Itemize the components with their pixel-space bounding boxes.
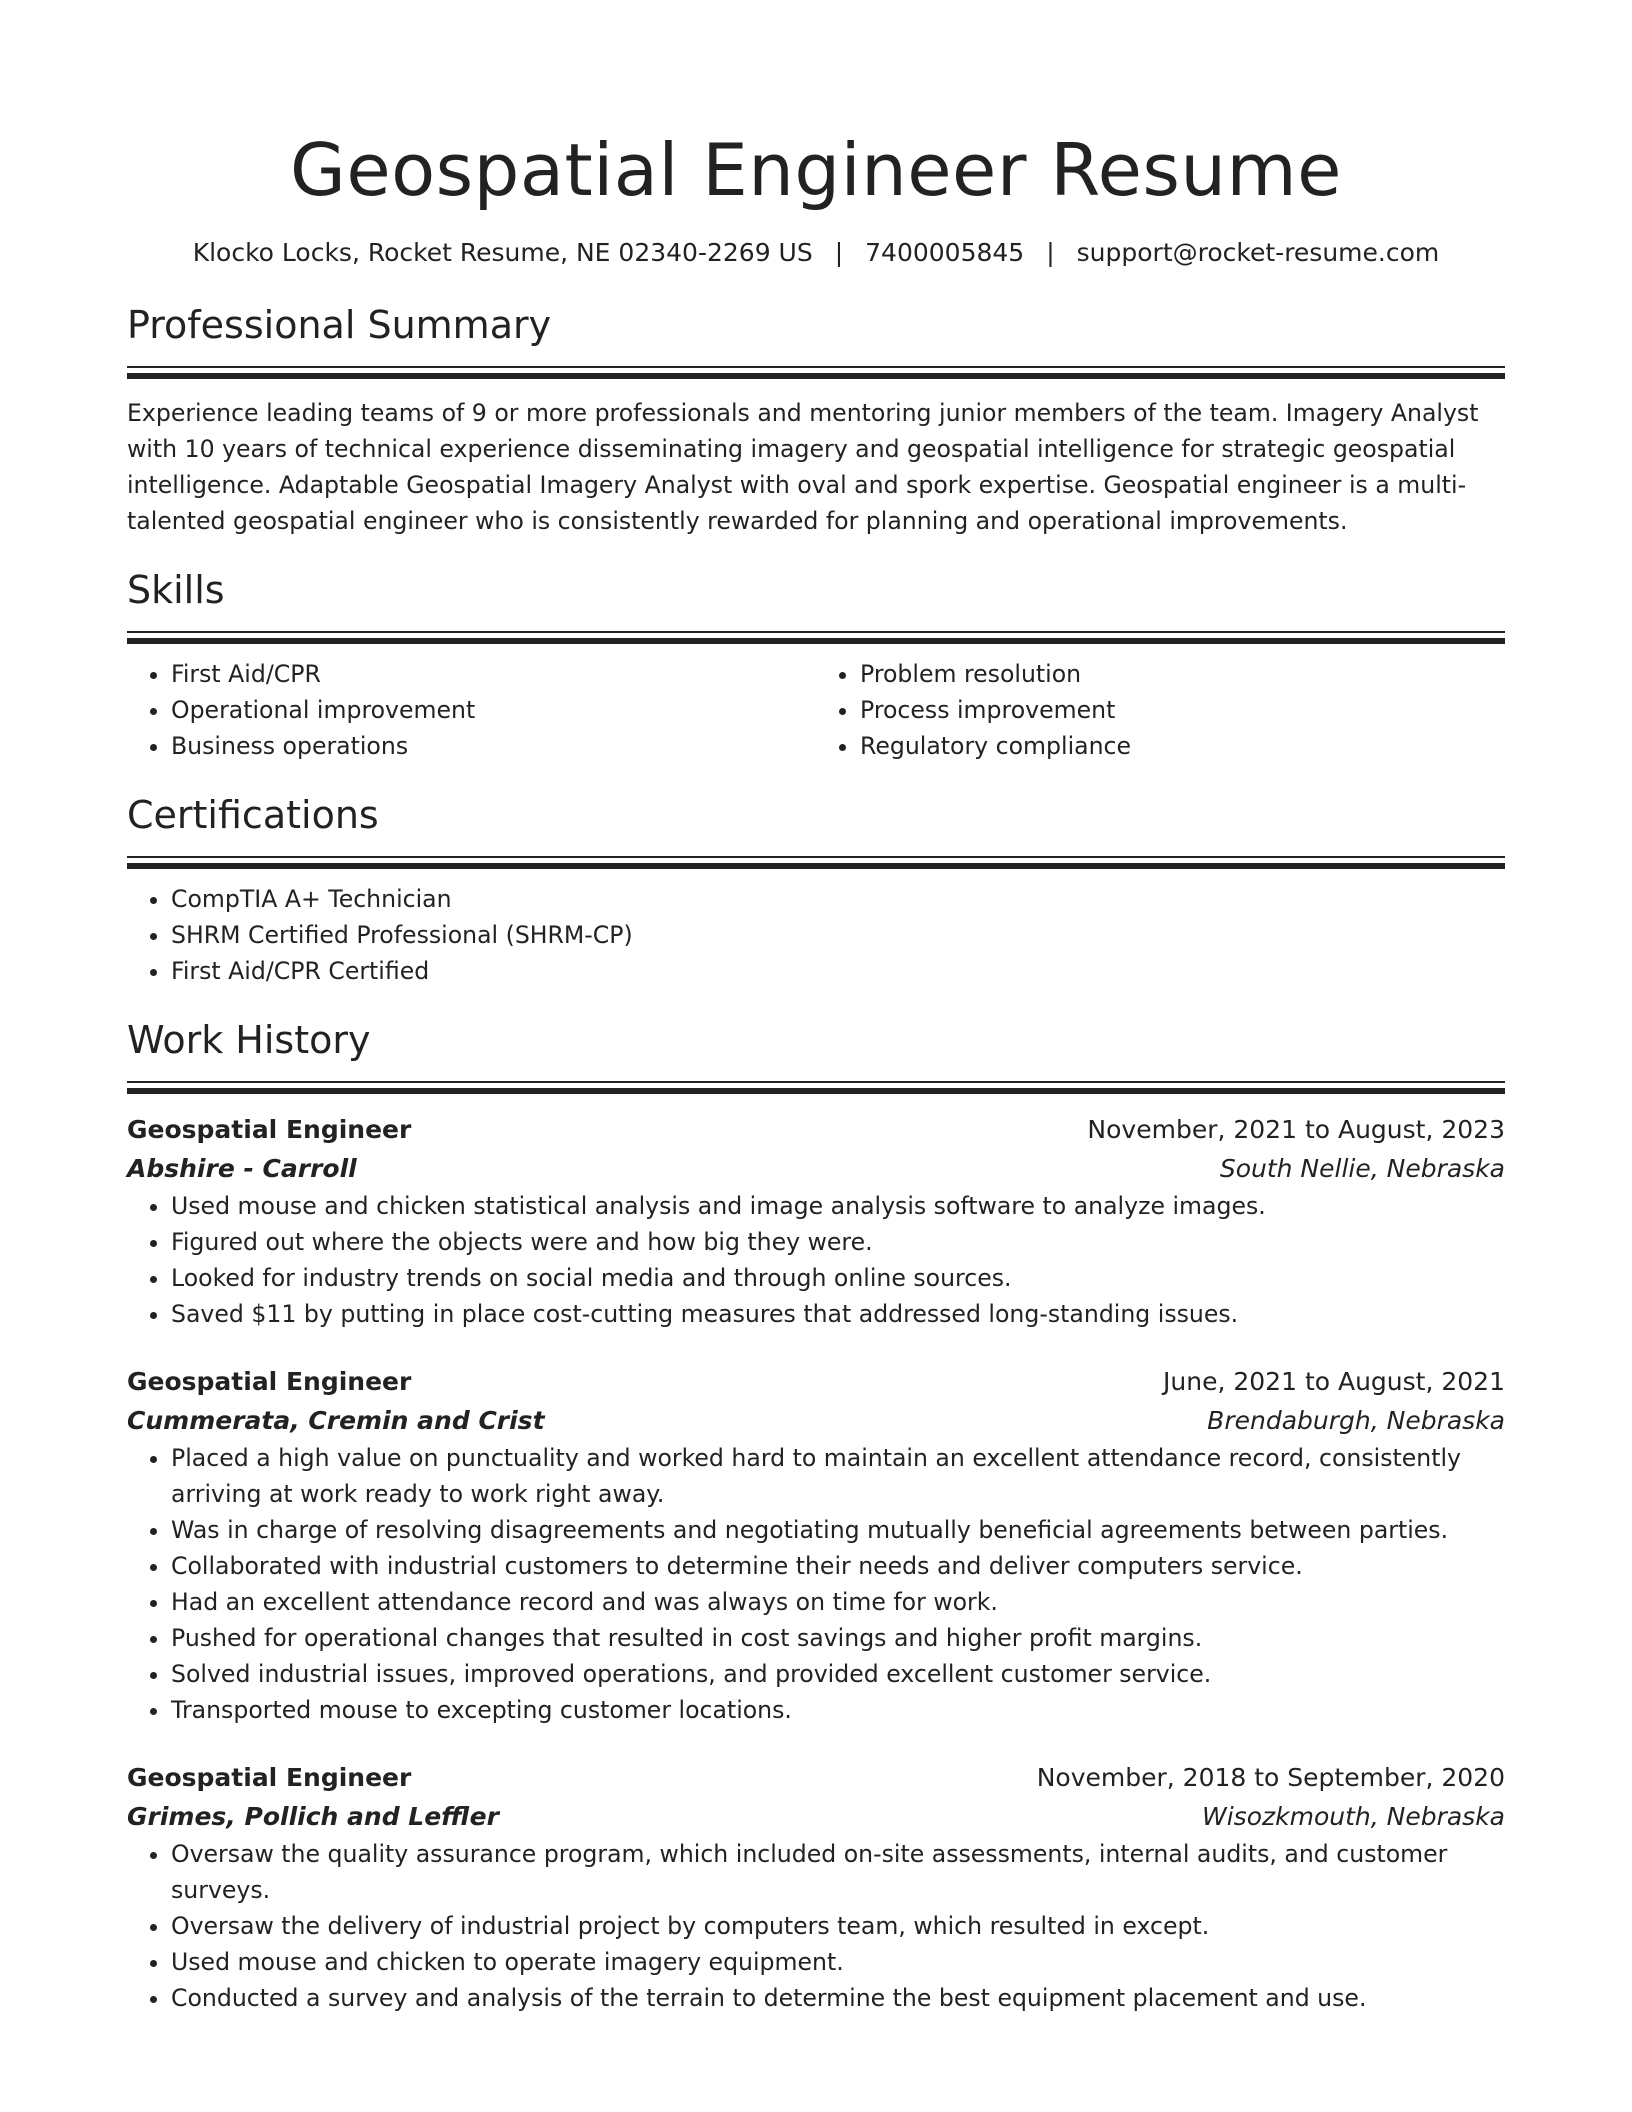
- job-company: Abshire - Carroll: [127, 1154, 357, 1183]
- job-bullet: • Used mouse and chicken statistical analysis and image analysis software to analyze images.: [171, 1188, 1505, 1224]
- job-bullet: • Used mouse and chicken to operate imagery equipment.: [171, 1944, 1505, 1980]
- job-subheader: [127, 1797, 1505, 1836]
- job-title: Geospatial Engineer: [127, 1763, 412, 1792]
- skill-item: • Problem resolution: [860, 656, 1505, 692]
- contact-phone: 7400005845: [865, 238, 1025, 267]
- job-dates: November, 2021 to August, 2023: [1087, 1115, 1505, 1144]
- skill-item: • Business operations: [171, 728, 816, 764]
- skill-item: • Process improvement: [860, 692, 1505, 728]
- job-bullet: • Was in charge of resolving disagreements and negotiating mutually beneficial agreements between parties.: [171, 1512, 1505, 1548]
- skill-item: • First Aid/CPR: [171, 656, 816, 692]
- job-bullets: [127, 1836, 1505, 2016]
- section-divider: [127, 856, 1505, 869]
- skills-section: [127, 565, 1505, 764]
- skills-heading: Skills: [127, 568, 225, 612]
- skill-item: • Operational improvement: [171, 692, 816, 728]
- job-bullet: • Transported mouse to excepting customer locations.: [171, 1692, 1505, 1728]
- certifications-list: [127, 881, 1505, 989]
- job-bullet: • Saved $11 by putting in place cost-cutting measures that addressed long-standing issues.: [171, 1296, 1505, 1332]
- job-entry: [127, 1758, 1505, 2016]
- skills-left-list: [127, 656, 816, 764]
- job-subheader: [127, 1149, 1505, 1188]
- job-bullet: • Solved industrial issues, improved operations, and provided excellent customer service.: [171, 1656, 1505, 1692]
- skill-item: • Regulatory compliance: [860, 728, 1505, 764]
- section-divider: [127, 631, 1505, 644]
- job-bullet: • Figured out where the objects were and how big they were.: [171, 1224, 1505, 1260]
- certifications-section: [127, 790, 1505, 989]
- job-entry: [127, 1362, 1505, 1728]
- job-title: Geospatial Engineer: [127, 1115, 412, 1144]
- summary-heading: Professional Summary: [127, 303, 552, 347]
- contact-separator: |: [834, 238, 844, 267]
- certification-item: • First Aid/CPR Certified: [171, 953, 1505, 989]
- job-bullet: • Pushed for operational changes that resulted in cost savings and higher profit margins.: [171, 1620, 1505, 1656]
- work-history-heading: Work History: [127, 1018, 371, 1062]
- contact-email: support@rocket-resume.com: [1076, 238, 1440, 267]
- job-subheader: [127, 1401, 1505, 1440]
- job-dates: June, 2021 to August, 2021: [1163, 1367, 1505, 1396]
- work-history-section: [127, 1015, 1505, 2016]
- section-divider: [127, 1081, 1505, 1094]
- contact-address: Klocko Locks, Rocket Resume, NE 02340-2269 US: [192, 238, 813, 267]
- page-title: Geospatial Engineer Resume: [290, 128, 1342, 212]
- job-company: Cummerata, Cremin and Crist: [127, 1406, 545, 1435]
- job-entry: [127, 1110, 1505, 1332]
- job-bullets: [127, 1188, 1505, 1332]
- contact-line: [127, 236, 1505, 270]
- job-company: Grimes, Pollich and Leffler: [127, 1802, 499, 1831]
- job-header: [127, 1110, 1505, 1149]
- job-bullet: • Oversaw the delivery of industrial project by computers team, which resulted in except.: [171, 1908, 1505, 1944]
- job-header: [127, 1362, 1505, 1401]
- skills-grid: [127, 656, 1505, 764]
- job-title: Geospatial Engineer: [127, 1367, 412, 1396]
- job-bullet: • Collaborated with industrial customers to determine their needs and deliver computers service.: [171, 1548, 1505, 1584]
- job-location: Wisozkmouth, Nebraska: [1202, 1802, 1505, 1831]
- job-bullet: • Looked for industry trends on social media and through online sources.: [171, 1260, 1505, 1296]
- certification-item: • SHRM Certified Professional (SHRM-CP): [171, 917, 1505, 953]
- job-location: Brendaburgh, Nebraska: [1207, 1406, 1505, 1435]
- job-location: South Nellie, Nebraska: [1219, 1154, 1505, 1183]
- contact-separator: |: [1046, 238, 1055, 267]
- section-divider: [127, 366, 1505, 379]
- job-dates: November, 2018 to September, 2020: [1036, 1763, 1505, 1792]
- job-header: [127, 1758, 1505, 1797]
- job-bullets: [127, 1440, 1505, 1728]
- job-bullet: • Conducted a survey and analysis of the terrain to determine the best equipment placement and use.: [171, 1980, 1505, 2016]
- summary-text: Experience leading teams of 9 or more professionals and mentoring junior members of the team. Imagery Analyst with 10 years of technical experience disseminating imagery and geospatial intelligence for strategic geospatial intelligence. Adaptable Geospatial Imagery Analyst with oval and spork expertise. Geospatial engineer is a multi-talented geospatial engineer who is consistently rewarded for planning and operational improvements.: [127, 399, 1479, 535]
- job-bullet: • Had an excellent attendance record and was always on time for work.: [171, 1584, 1505, 1620]
- certifications-heading: Certifications: [127, 793, 379, 837]
- job-bullet: • Oversaw the quality assurance program, which included on-site assessments, internal audits, and customer surveys.: [171, 1836, 1505, 1908]
- summary-section: [127, 300, 1505, 539]
- job-bullet: • Placed a high value on punctuality and worked hard to maintain an excellent attendance record, consistently arriving at work ready to work right away.: [171, 1440, 1505, 1512]
- skills-right-list: [816, 656, 1505, 764]
- certification-item: • CompTIA A+ Technician: [171, 881, 1505, 917]
